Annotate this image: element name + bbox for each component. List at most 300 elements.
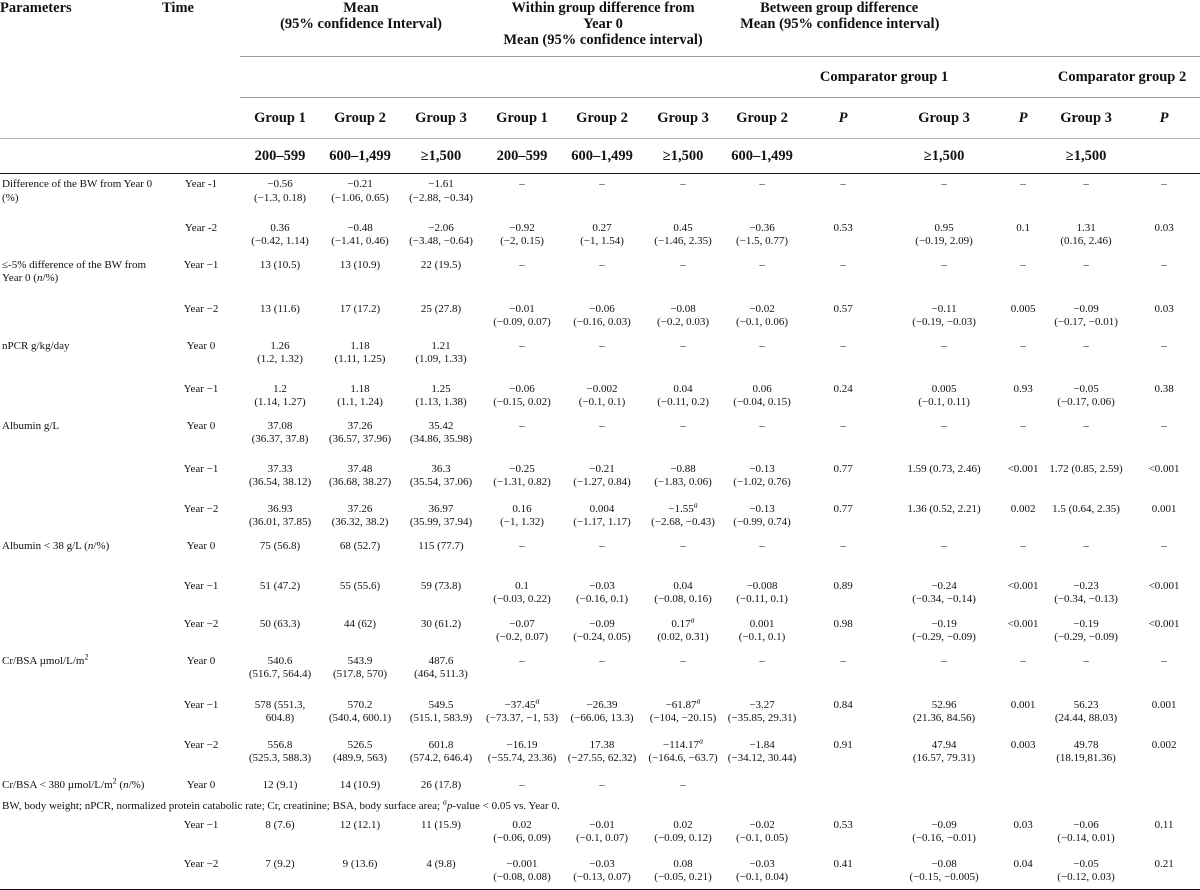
row-parameter: Cr/BSA µmol/$L/m^2$ xyxy=(2,651,89,667)
table-cell: −0.02 (−0.1, 0.05) xyxy=(736,818,789,844)
table-cell: <0.001 xyxy=(1148,579,1180,592)
table-cell: 22 (19.5) xyxy=(420,258,462,271)
table-cell: 0.005 (−0.1, 0.11) xyxy=(918,382,970,408)
table-cell: – xyxy=(519,654,525,667)
row-parameter xyxy=(0,218,162,255)
table-cell: 0.95 (−0.19, 2.09) xyxy=(915,221,973,247)
row-time: Year −1 xyxy=(183,462,219,475)
table-cell: 570.2 (540.4, 600.1) xyxy=(328,698,392,724)
range1-within: 200–599 xyxy=(482,139,562,174)
row-time: Year -2 xyxy=(184,221,218,234)
table-cell: 13 (10.5) xyxy=(259,258,301,271)
table-cell: 0.77 xyxy=(833,502,853,515)
range3-comp2: ≥1,500 xyxy=(1044,139,1128,174)
table-cell: – xyxy=(519,178,525,190)
table-cell: 0.04 (−0.11, 0.2) xyxy=(657,382,709,408)
table-cell: 0.98 xyxy=(833,617,853,630)
table-cell: 37.26 (36.57, 37.96) xyxy=(328,419,392,445)
table-cell: 37.26 (36.32, 38.2) xyxy=(331,502,389,528)
table-row xyxy=(0,576,1200,614)
table-cell: – xyxy=(759,258,765,271)
table-cell: 13 (11.6) xyxy=(260,302,300,315)
table-cell: – xyxy=(840,258,846,271)
table-cell: 0.21 xyxy=(1128,854,1200,890)
table-cell: 0.89 xyxy=(833,579,853,592)
p-comp1-g3: P xyxy=(1002,98,1044,139)
table-cell: – xyxy=(1161,258,1167,271)
row-parameter xyxy=(0,854,162,890)
table-cell: 36.97 (35.99, 37.94) xyxy=(409,502,473,528)
range3-comp1: ≥1,500 xyxy=(886,139,1002,174)
table-cell: 578 (551.3, 604.8) xyxy=(254,698,306,724)
table-cell: – xyxy=(759,419,765,432)
group3-comp2: Group 3 xyxy=(1044,98,1128,139)
row-parameter xyxy=(0,815,162,854)
table-cell: 35.42 (34.86, 35.98) xyxy=(409,419,473,445)
row-time: Year 0 xyxy=(186,778,216,791)
row-time: Year −1 xyxy=(183,258,219,271)
table-cell: 17.38 (−27.55, 62.32) xyxy=(567,738,637,764)
table-cell: – xyxy=(1083,178,1089,190)
table-cell: <0.001 xyxy=(1148,617,1180,630)
row-time: Year −2 xyxy=(162,854,240,890)
table-cell: 0.24 xyxy=(833,382,853,395)
table-cell: −1.84 (−34.12, 30.44) xyxy=(727,738,797,764)
table-cell: <0.001 xyxy=(1007,617,1039,630)
table-row xyxy=(0,336,1200,379)
table-cell: −0.24 (−0.34, −0.14) xyxy=(912,579,976,605)
table-cell: 0.001 xyxy=(1151,502,1177,515)
table-cell: −0.09 (−0.17, −0.01) xyxy=(1054,302,1118,328)
table-cell: – xyxy=(599,539,605,552)
row-time: Year −2 xyxy=(183,617,219,630)
table-cell: 0.002 xyxy=(1151,738,1177,751)
table-cell: – xyxy=(519,258,525,271)
table-cell: 55 (55.6) xyxy=(339,579,381,592)
table-cell: −0.56 (−1.3, 0.18) xyxy=(253,178,307,204)
table-cell: 0.003 xyxy=(1010,738,1036,751)
table-row xyxy=(0,651,1200,695)
table-cell: 0.45 (−1.46, 2.35) xyxy=(654,221,712,247)
row-parameter xyxy=(0,459,162,499)
table-cell: 11 (15.9) xyxy=(421,818,461,831)
p-comp1-g2: P xyxy=(800,98,886,139)
table-cell: – xyxy=(1020,419,1026,432)
row-parameter xyxy=(0,576,162,614)
table-cell: −0.06 (−0.15, 0.02) xyxy=(493,382,551,408)
between-line1: Between group difference xyxy=(760,0,919,16)
table-row xyxy=(0,218,1200,255)
table-cell: −0.08 (−0.15, −0.005) xyxy=(886,854,1002,890)
table-cell: −16.19 (−55.74, 23.36) xyxy=(487,738,557,764)
header-time: Time xyxy=(162,0,194,16)
header-mean xyxy=(240,0,482,57)
table-cell xyxy=(1044,775,1128,815)
row-parameter xyxy=(0,299,162,336)
table-cell: 0.16 (−1, 1.32) xyxy=(500,502,544,528)
table-cell: 1.31 (0.16, 2.46) xyxy=(1060,221,1112,247)
table-cell: – xyxy=(1083,654,1089,667)
row-parameter: Albumin < 38 g/L (n/%) xyxy=(2,539,110,552)
table-row xyxy=(0,499,1200,536)
table-cell: 9 (13.6) xyxy=(320,854,400,890)
table-cell: 0.57 xyxy=(833,302,853,315)
table-cell: −0.03 (−0.1, 0.04) xyxy=(724,854,800,890)
table-cell: 540.6 (516.7, 564.4) xyxy=(248,654,312,680)
table-row xyxy=(0,854,1200,890)
table-cell: 1.59 (0.73, 2.46) xyxy=(907,462,981,475)
table-cell: 59 (73.8) xyxy=(420,579,462,592)
table-cell: −2.06 (−3.48, −0.64) xyxy=(409,221,473,247)
table-cell: 0.77 xyxy=(833,462,853,475)
header-between xyxy=(724,0,1200,57)
table-cell: −114.17$^a$ (−164.6, −63.7) xyxy=(648,735,718,764)
table-cell: <0.001 xyxy=(1148,462,1180,475)
table-cell: – xyxy=(1020,178,1026,190)
header-within xyxy=(482,0,724,57)
table-cell: – xyxy=(1020,654,1026,667)
row-time: Year −2 xyxy=(183,302,219,315)
table-cell: <0.001 xyxy=(1007,579,1039,592)
table-cell: 75 (56.8) xyxy=(259,539,301,552)
table-cell: – xyxy=(941,258,947,271)
row-parameter: nPCR g/kg/day xyxy=(2,339,70,352)
table-cell: 1.36 (0.52, 2.21) xyxy=(907,502,981,515)
row-parameter xyxy=(0,735,162,775)
table-cell: −0.48 (−1.41, 0.46) xyxy=(331,221,389,247)
table-cell: – xyxy=(759,654,765,667)
table-cell: – xyxy=(519,778,525,791)
row-time: Year -1 xyxy=(184,178,218,190)
table-cell: 37.33 (36.54, 38.12) xyxy=(248,462,312,488)
table-cell: 0.02 (−0.06, 0.09) xyxy=(493,818,551,844)
group1-within: Group 1 xyxy=(482,98,562,139)
table-cell: 0.03 xyxy=(1154,302,1174,315)
table-cell: −61.87$^a$ (−104, −20.15) xyxy=(649,695,717,724)
range2-mean: 600–1,499 xyxy=(320,139,400,174)
table-cell: 0.005 xyxy=(1010,302,1036,315)
range2-comp1: 600–1,499 xyxy=(724,139,800,174)
table-cell: −0.02 (−0.1, 0.06) xyxy=(736,302,789,328)
table-cell: 0.11 xyxy=(1154,818,1174,831)
table-cell: 1.21 (1.09, 1.33) xyxy=(415,339,467,365)
table-cell: – xyxy=(759,339,765,352)
table-cell: −0.09 (−0.24, 0.05) xyxy=(573,617,631,643)
row-time: Year −1 xyxy=(183,579,219,592)
table-cell: −0.002 (−0.1, 0.1) xyxy=(578,382,626,408)
table-cell: 0.03 xyxy=(1013,818,1033,831)
table-cell: 0.36 (−0.42, 1.14) xyxy=(251,221,309,247)
table-cell: −0.13 (−1.02, 0.76) xyxy=(733,462,791,488)
row-time: Year 0 xyxy=(186,339,216,352)
table-cell: – xyxy=(759,539,765,552)
table-row xyxy=(0,614,1200,651)
group3-comp1: Group 3 xyxy=(886,98,1002,139)
table-cell: 26 (17.8) xyxy=(420,778,462,791)
header-parameters: Parameters xyxy=(0,0,72,16)
row-time: Year −2 xyxy=(183,502,219,515)
table-cell: 0.001 xyxy=(1151,698,1177,711)
table-cell: 0.002 xyxy=(1010,502,1036,515)
table-row xyxy=(0,536,1200,576)
table-cell: −0.03 (−0.16, 0.1) xyxy=(576,579,629,605)
range3-mean: ≥1,500 xyxy=(400,139,482,174)
table-cell: −37.45$^a$ (−73.37, −1, 53) xyxy=(486,695,559,724)
table-cell: 0.1 xyxy=(1016,221,1030,234)
table-cell: – xyxy=(1161,539,1167,552)
table-cell: – xyxy=(941,654,947,667)
table-cell: 1.18 (1.1, 1.24) xyxy=(337,382,383,408)
table-cell: 8 (7.6) xyxy=(265,818,295,831)
table-cell: 68 (52.7) xyxy=(339,539,381,552)
table-cell: – xyxy=(941,539,947,552)
table-cell: 115 (77.7) xyxy=(418,539,464,552)
table-cell: −0.09 (−0.16, −0.01) xyxy=(912,818,976,844)
table-cell: 0.27 (−1, 1.54) xyxy=(580,221,624,247)
table-cell: – xyxy=(599,419,605,432)
table-cell: −0.21 (−1.06, 0.65) xyxy=(331,178,389,204)
table-cell: 0.53 xyxy=(833,818,853,831)
table-cell: – xyxy=(599,178,605,190)
table-cell: – xyxy=(680,178,686,190)
table-cell: – xyxy=(680,654,686,667)
table-cell: 0.04 xyxy=(1002,854,1044,890)
table-cell: 0.53 xyxy=(833,221,853,234)
table-cell: −0.13 (−0.99, 0.74) xyxy=(733,502,791,528)
table-cell: 4 (9.8) xyxy=(400,854,482,890)
within-line1: Within group difference from xyxy=(511,0,695,16)
header-comparator-2: Comparator group 2 xyxy=(1044,57,1200,98)
table-cell: −0.36 (−1.5, 0.77) xyxy=(736,221,789,247)
table-cell: – xyxy=(1020,539,1026,552)
table-cell: 0.08 (−0.05, 0.21) xyxy=(642,854,724,890)
table-cell: – xyxy=(1083,258,1089,271)
table-cell: 0.84 xyxy=(833,698,853,711)
table-cell: 1.5 (0.64, 2.35) xyxy=(1052,502,1120,515)
group2-mean: Group 2 xyxy=(320,98,400,139)
table-cell: – xyxy=(680,339,686,352)
table-cell: 12 (9.1) xyxy=(262,778,298,791)
group2-within: Group 2 xyxy=(562,98,642,139)
table-cell: 52.96 (21.36, 84.56) xyxy=(912,698,976,724)
table-cell: – xyxy=(680,778,686,791)
table-cell: −0.19 (−0.29, −0.09) xyxy=(912,617,976,643)
table-cell: 543.9 (517.8, 570) xyxy=(332,654,388,680)
table-cell: – xyxy=(941,339,947,352)
table-cell: 36.3 (35.54, 37.06) xyxy=(409,462,473,488)
table-row xyxy=(0,174,1200,218)
table-cell: −0.92 (−2, 0.15) xyxy=(500,221,544,247)
range1-mean: 200–599 xyxy=(240,139,320,174)
table-cell: 0.004 (−1.17, 1.17) xyxy=(573,502,631,528)
table-cell: 30 (61.2) xyxy=(420,617,462,630)
table-cell: – xyxy=(680,419,686,432)
table-cell: 12 (12.1) xyxy=(339,818,381,831)
table-cell: 0.93 xyxy=(1013,382,1033,395)
table-cell: 0.1 (−0.03, 0.22) xyxy=(493,579,551,605)
table-cell: 487.6 (464, 511.3) xyxy=(414,654,468,680)
table-cell: −0.001 (−0.08, 0.08) xyxy=(482,854,562,890)
table-cell xyxy=(1128,775,1200,815)
within-line3: Mean (95% confidence interval) xyxy=(503,32,703,48)
table-cell: −0.19 (−0.29, −0.09) xyxy=(1054,617,1118,643)
table-cell: 1.2 (1.14, 1.27) xyxy=(254,382,306,408)
table-cell: – xyxy=(1083,539,1089,552)
table-cell: 0.06 (−0.04, 0.15) xyxy=(733,382,791,408)
table-row xyxy=(0,416,1200,459)
table-cell: 1.25 (1.13, 1.38) xyxy=(415,382,467,408)
table-cell: 556.8 (525.3, 588.3) xyxy=(248,738,312,764)
row-time: Year 0 xyxy=(186,419,216,432)
table-cell: −0.01 (−0.09, 0.07) xyxy=(493,302,551,328)
row-time: Year −2 xyxy=(183,738,219,751)
between-line2: Mean (95% confidence interval) xyxy=(740,16,940,32)
table-cell xyxy=(886,775,1002,815)
table-cell: <0.001 xyxy=(1007,462,1039,475)
table-cell: 51 (47.2) xyxy=(259,579,301,592)
table-cell: – xyxy=(840,419,846,432)
table-cell: −0.25 (−1.31, 0.82) xyxy=(493,462,551,488)
table-cell: 37.48 (36.68, 38.27) xyxy=(328,462,392,488)
table-cell: 1.26 (1.2, 1.32) xyxy=(257,339,303,365)
table-cell: 37.08 (36.37, 37.8) xyxy=(251,419,309,445)
row-parameter xyxy=(0,614,162,651)
table-cell: 0.38 xyxy=(1154,382,1174,395)
row-parameter xyxy=(0,379,162,416)
table-cell: 7 (9.2) xyxy=(240,854,320,890)
table-cell: 0.41 xyxy=(800,854,886,890)
row-time: Year 0 xyxy=(186,539,216,552)
table-cell: 56.23 (24.44, 88.03) xyxy=(1054,698,1118,724)
table-row xyxy=(0,459,1200,499)
row-time: Year 0 xyxy=(186,654,216,667)
table-cell: 1.72 (0.85, 2.59) xyxy=(1049,462,1123,475)
table-row xyxy=(0,255,1200,299)
table-cell: – xyxy=(1161,654,1167,667)
table-cell: −3.27 (−35.85, 29.31) xyxy=(727,698,797,724)
table-cell: 14 (10.9) xyxy=(339,778,381,791)
header-comparator-1: Comparator group 1 xyxy=(724,57,1044,98)
table-cell: −0.06 (−0.16, 0.03) xyxy=(573,302,631,328)
p-comp2-g3: P xyxy=(1128,98,1200,139)
table-cell: −0.08 (−0.2, 0.03) xyxy=(657,302,710,328)
table-cell: −1.55$^a$ (−2.68, −0.43) xyxy=(651,499,715,528)
table-row xyxy=(0,695,1200,735)
table-cell: – xyxy=(941,419,947,432)
table-cell: – xyxy=(519,539,525,552)
table-cell: 1.18 (1.11, 1.25) xyxy=(334,339,386,365)
table-cell: – xyxy=(1083,419,1089,432)
table-cell: – xyxy=(599,258,605,271)
table-cell: – xyxy=(599,778,605,791)
table-cell: −0.07 (−0.2, 0.07) xyxy=(496,617,549,643)
table-body xyxy=(0,174,1200,890)
table-cell: −0.03 (−0.13, 0.07) xyxy=(562,854,642,890)
range3-within: ≥1,500 xyxy=(642,139,724,174)
row-parameter: Difference of the BW from Year 0 (%) xyxy=(2,178,153,204)
table-cell: – xyxy=(680,539,686,552)
table-cell: 0.03 xyxy=(1154,221,1174,234)
table-cell: 36.93 (36.01, 37.85) xyxy=(248,502,312,528)
row-time: Year −1 xyxy=(183,818,219,831)
row-parameter: Cr/BSA < 380 µmol/$L/m^2$ (n/%) xyxy=(2,775,145,791)
mean-line2: (95% confidence Interval) xyxy=(280,16,442,32)
table-row xyxy=(0,815,1200,854)
table-cell: – xyxy=(599,339,605,352)
table-cell: – xyxy=(840,539,846,552)
table-cell: – xyxy=(1161,339,1167,352)
table-cell: – xyxy=(840,654,846,667)
row-time: Year −1 xyxy=(183,698,219,711)
table-cell: 549.5 (515.1, 583.9) xyxy=(409,698,473,724)
table-cell: – xyxy=(599,654,605,667)
table-cell: – xyxy=(1161,419,1167,432)
table-row xyxy=(0,299,1200,336)
table-cell: 601.8 (574.2, 646.4) xyxy=(409,738,473,764)
table-row xyxy=(0,379,1200,416)
table-cell: 0.04 (−0.08, 0.16) xyxy=(654,579,712,605)
table-cell: 13 (10.9) xyxy=(339,258,381,271)
table-cell: −0.88 (−1.83, 0.06) xyxy=(654,462,712,488)
table-cell: 0.001 (−0.1, 0.1) xyxy=(738,617,786,643)
table-cell: 0.91 xyxy=(833,738,853,751)
mean-line1: Mean xyxy=(343,0,379,16)
table-cell: – xyxy=(759,178,765,190)
range2-within: 600–1,499 xyxy=(562,139,642,174)
table-cell: – xyxy=(1020,339,1026,352)
table-cell: −0.11 (−0.19, −0.03) xyxy=(912,302,976,328)
table-cell: – xyxy=(519,419,525,432)
table-cell xyxy=(800,775,886,815)
row-time: Year −1 xyxy=(183,382,219,395)
table-cell: – xyxy=(1083,339,1089,352)
table-cell: – xyxy=(1020,258,1026,271)
within-line2: Year 0 xyxy=(583,16,623,32)
table-cell: −0.23 (−0.34, −0.13) xyxy=(1054,579,1118,605)
table-cell: 47.94 (16.57, 79.31) xyxy=(912,738,976,764)
table-cell: 0.001 xyxy=(1010,698,1036,711)
table-cell: 44 (62) xyxy=(343,617,377,630)
table-cell: −0.008 (−0.11, 0.1) xyxy=(736,579,788,605)
row-parameter: Albumin g/L xyxy=(2,419,60,432)
table-cell: −0.05 (−0.12, 0.03) xyxy=(1044,854,1128,890)
row-parameter: ≤-5% difference of the BW from Year 0 (n/%) xyxy=(2,258,146,284)
group1-mean: Group 1 xyxy=(240,98,320,139)
footnote: BW, body weight; nPCR, normalized protein catabolic rate; Cr, creatinine; BSA, body surface area; $^a$p-value < 0.05 vs. Year 0. xyxy=(2,797,560,812)
table-cell: – xyxy=(840,339,846,352)
table-cell: −0.01 (−0.1, 0.07) xyxy=(576,818,629,844)
table-cell: – xyxy=(1161,178,1167,190)
table-cell: 50 (63.3) xyxy=(259,617,301,630)
table-cell xyxy=(724,775,800,815)
group2-comp1: Group 2 xyxy=(724,98,800,139)
table-row xyxy=(0,735,1200,775)
table-cell: −0.05 (−0.17, 0.06) xyxy=(1057,382,1115,408)
row-parameter xyxy=(0,499,162,536)
table-cell: 0.02 (−0.09, 0.12) xyxy=(654,818,712,844)
table-cell: – xyxy=(680,258,686,271)
group3-within: Group 3 xyxy=(642,98,724,139)
table-cell: 17 (17.2) xyxy=(339,302,381,315)
table-cell: −1.61 (−2.88, −0.34) xyxy=(409,178,473,204)
table-cell xyxy=(1002,775,1044,815)
table-cell: 526.5 (489.9, 563) xyxy=(332,738,388,764)
table-cell: −26.39 (−66.06, 13.3) xyxy=(570,698,634,724)
table-cell: – xyxy=(840,178,846,190)
group3-mean: Group 3 xyxy=(400,98,482,139)
table-cell: 25 (27.8) xyxy=(420,302,462,315)
table-cell: – xyxy=(519,339,525,352)
